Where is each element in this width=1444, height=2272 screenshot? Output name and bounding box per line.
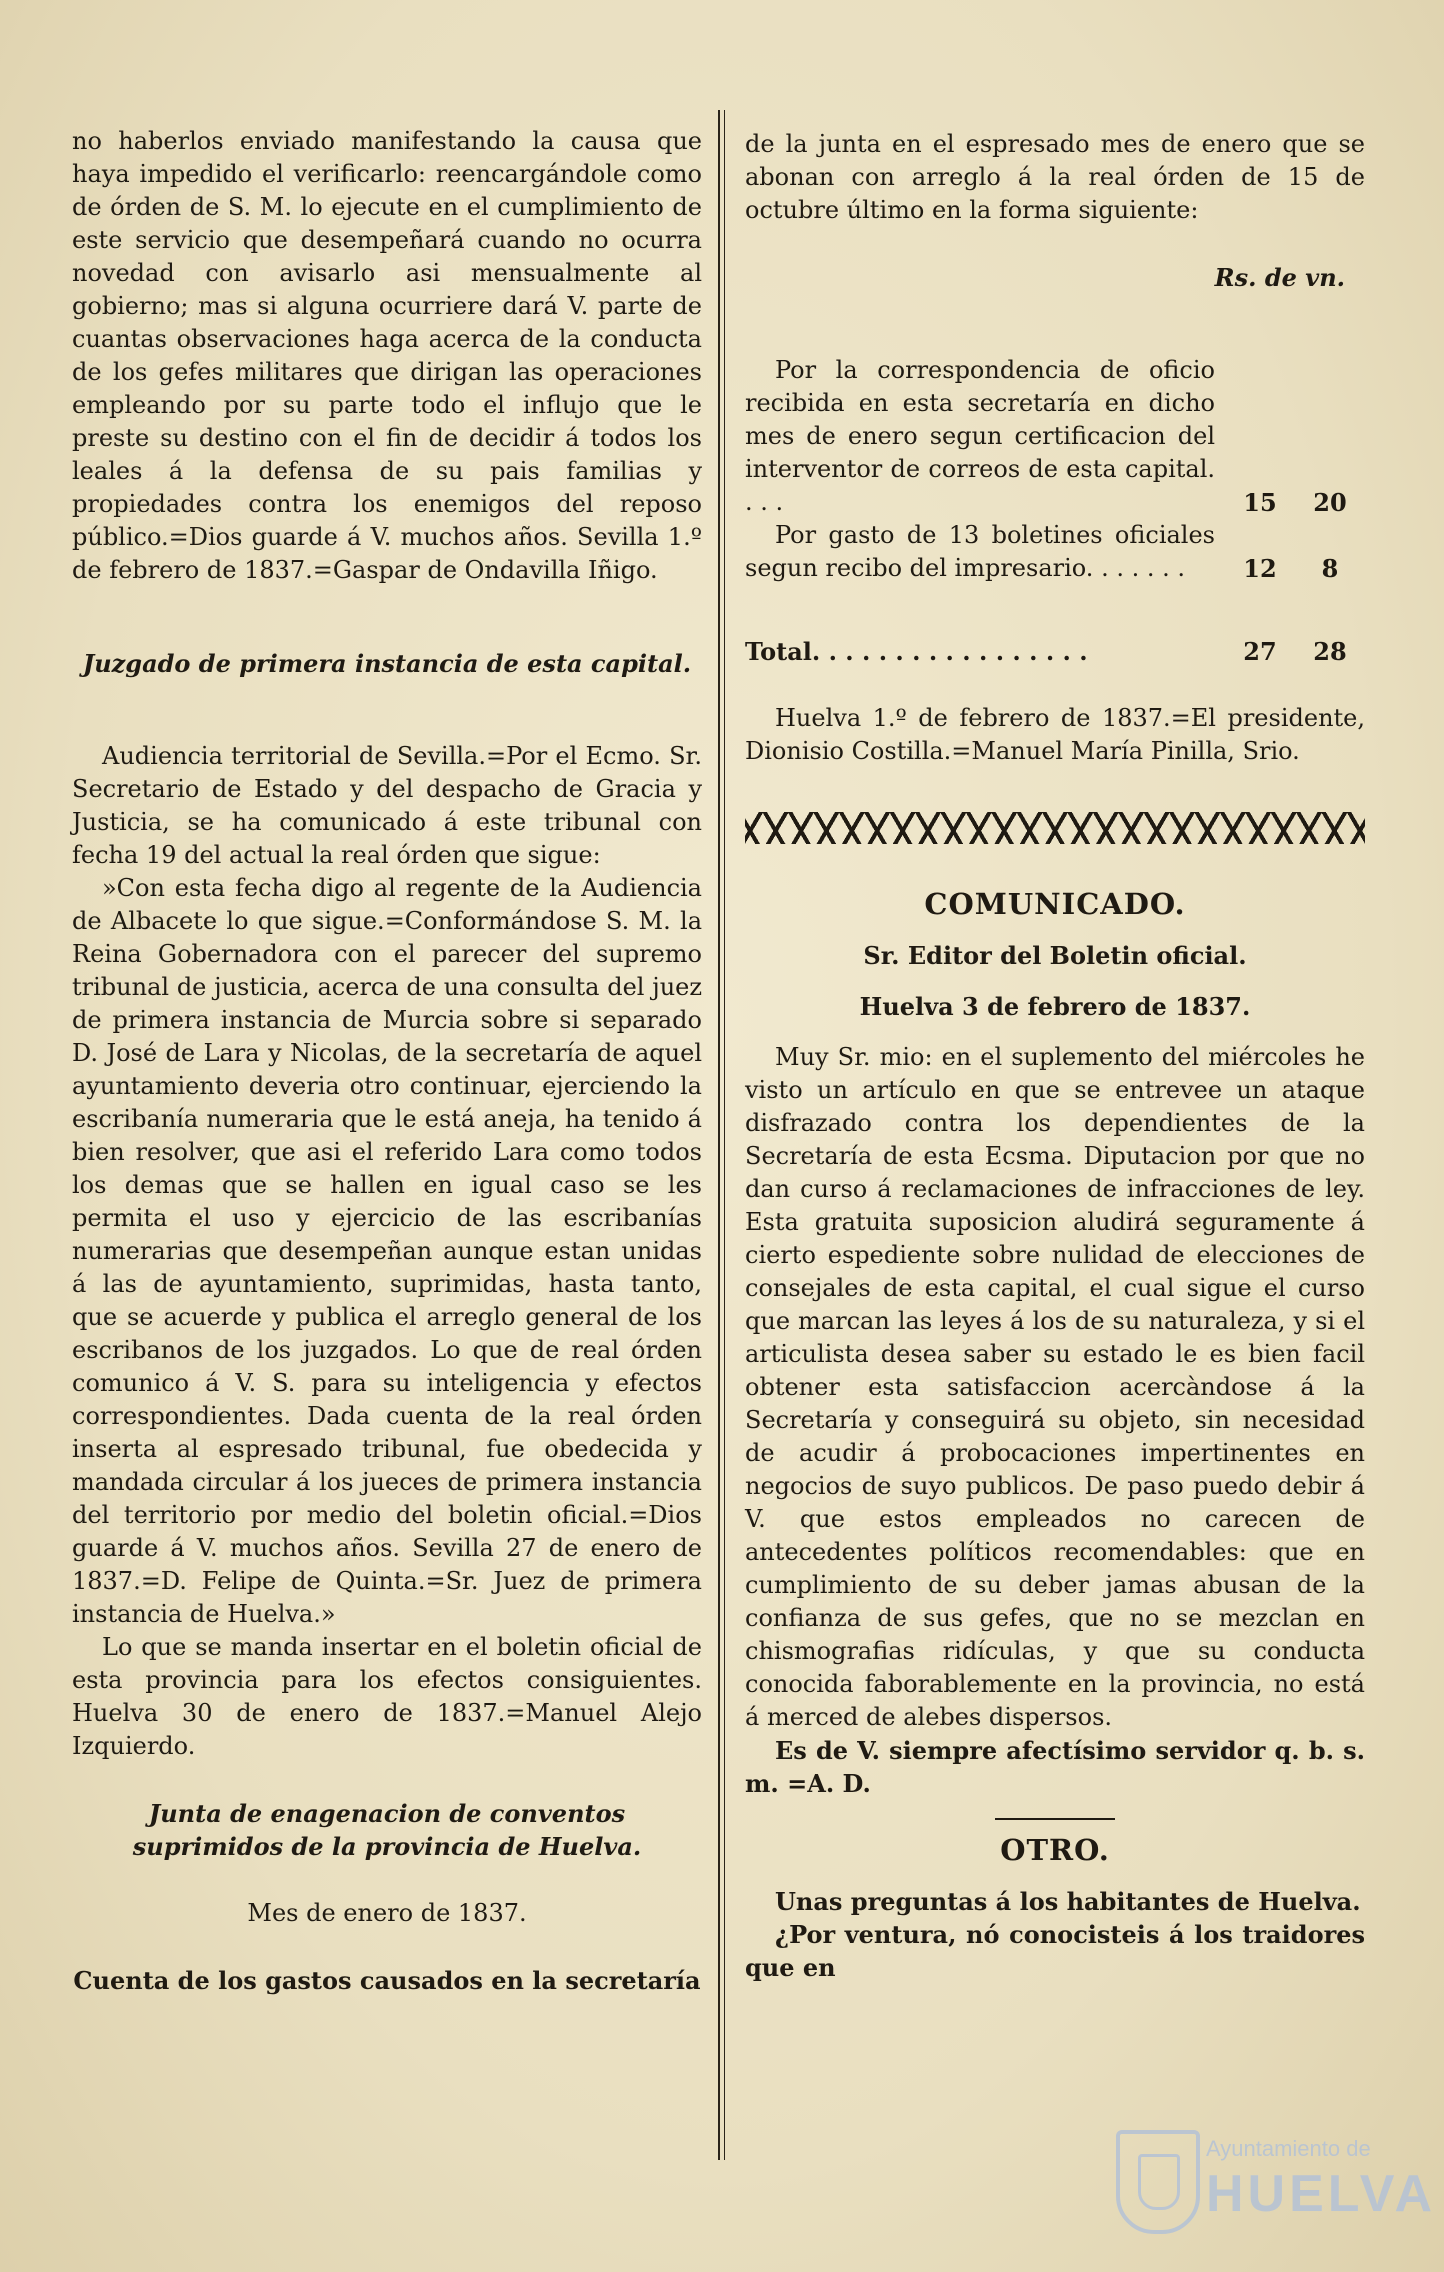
otro-title: OTRO.	[1000, 1833, 1110, 1867]
total-maravedis: 28	[1313, 637, 1347, 666]
accounts-heading: Cuenta de los gastos causados en la secretaría	[73, 1966, 701, 1995]
expenses-table	[745, 354, 1365, 668]
comunicado-title: COMUNICADO.	[924, 887, 1186, 921]
ornamental-divider	[745, 812, 1365, 844]
column-divider	[718, 110, 725, 2160]
watermark-line-1: Ayuntamiento de	[1206, 2136, 1371, 2161]
currency-header: Rs. de vn.	[1214, 263, 1345, 292]
total-label: Total. . . . . . . . . . . . . . . . .	[745, 637, 1088, 666]
expense-description: Por gasto de 13 boletines oficiales segun recibo del impresario. . . . . . .	[745, 521, 1215, 582]
month-line: Mes de enero de 1837.	[247, 1899, 527, 1927]
junta-signature: Huelva 1.º de febrero de 1837.=El presidente, Dionisio Costilla.=Manuel María Pinilla, Srio.	[745, 704, 1365, 765]
expense-description: Por la correspondencia de oficio recibida en esta secretaría en dicho mes de enero segun certificacion del interventor de correos de esta capital. . . .	[745, 356, 1215, 516]
watermark-line-2: HUELVA	[1206, 2165, 1437, 2223]
total-reales: 27	[1243, 637, 1277, 666]
archive-watermark	[1116, 2124, 1437, 2234]
right-column	[745, 128, 1365, 1984]
heading-junta: Junta de enagenacion de conventos suprimidos de la provincia de Huelva.	[132, 1799, 642, 1861]
total-row	[745, 635, 1365, 668]
paragraph-insertar: Lo que se manda insertar en el boletin oficial de esta provincia para los efectos consiguientes. Huelva 30 de enero de 1837.=Manuel Alejo Izquierdo.	[72, 1633, 702, 1760]
left-column	[72, 125, 702, 1997]
letter-closing: Es de V. siempre afectísimo servidor q. b. s. m. =A. D.	[745, 1736, 1365, 1798]
date-line: Huelva 3 de febrero de 1837.	[859, 992, 1251, 1021]
accounts-intro: de la junta en el espresado mes de enero que se abonan con arreglo á la real órden de 15 de octubre último en la forma siguiente:	[745, 130, 1365, 224]
otro-paragraph-2: ¿Por ventura, nó conocisteis á los traidores que en	[745, 1920, 1365, 1982]
expense-maravedis: 20	[1313, 488, 1347, 517]
otro-paragraph-1: Unas preguntas á los habitantes de Huelva.	[775, 1887, 1361, 1916]
table-row	[745, 354, 1365, 519]
heading-juzgado: Juzgado de primera instancia de esta capital.	[82, 649, 692, 678]
editor-line: Sr. Editor del Boletin oficial.	[863, 941, 1247, 970]
table-row	[745, 519, 1365, 585]
expense-reales: 15	[1243, 488, 1277, 517]
expense-maravedis: 8	[1321, 554, 1339, 583]
paragraph-intro: no haberlos enviado manifestando la causa que haya impedido el verificarlo: reencargándole como de órden de S. M. lo ejecute en el cumplimiento de este servicio que desempeñará cuando no ocurra novedad con avisarlo asi mensualmente al gobierno; mas si alguna ocurriere dará V. parte de cuantas observaciones haga acerca de la conducta de los gefes militares que dirigan las operaciones empleando por su parte todo el influjo que le preste su destino con el fin de decidir á todos los leales á la defensa de su pais familias y propiedades contra los enemigos del reposo público.=Dios guarde á V. muchos años. Sevilla 1.º de febrero de 1837.=Gaspar de Ondavilla Iñigo.	[72, 127, 702, 584]
shield-icon	[1116, 2130, 1200, 2234]
expense-reales: 12	[1243, 554, 1277, 583]
paragraph-real-orden: »Con esta fecha digo al regente de la Audiencia de Albacete lo que sigue.=Conformándose S. M. la Reina Gobernadora con el parecer del supremo tribunal de justicia, acerca de una consulta del juez de primera instancia de Murcia sobre si separado D. José de Lara y Nicolas, de la secretaría de aquel ayuntamiento deveria otro continuar, ejerciendo la escribanía numeraria que le está aneja, ha tenido á bien resolver, que asi el referido Lara como todos los demas que se hallen en igual caso se les permita el uso y ejercicio de las escribanías numerarias que desempeñan aunque estan unidas á las de ayuntamiento, suprimidas, hasta tanto, que se acuerde y publica el arreglo general de los escribanos de los juzgados. Lo que de real órden comunico á V. S. para su inteligencia y efectos correspondientes. Dada cuenta de la real órden inserta al espresado tribunal, fue obedecida y mandada circular á los jueces de primera instancia del territorio por medio del boletin oficial.=Dios guarde á V. muchos años. Sevilla 27 de enero de 1837.=D. Felipe de Quinta.=Sr. Juez de primera instancia de Huelva.»	[72, 874, 702, 1628]
paragraph-audiencia: Audiencia territorial de Sevilla.=Por el Ecmo. Sr. Secretario de Estado y del despacho de Gracia y Justicia, se ha comunicado á este tribunal con fecha 19 del actual la real órden que sigue:	[72, 742, 702, 869]
short-divider	[995, 1818, 1115, 1820]
comunicado-letter: Muy Sr. mio: en el suplemento del miércoles he visto un artículo en que se entrevee un ataque disfrazado contra los dependientes de la Secretaría de esta Ecsma. Diputacion por que no dan curso á reclamaciones de infracciones de ley. Esta gratuita suposicion aludirá seguramente á cierto espediente sobre nulidad de elecciones de consejales de esta capital, el cual sigue el curso que marcan las leyes á los de su naturaleza, y si el articulista desea saber su estado le es bien facil obtener esta satisfaccion acercàndose á la Secretaría y conseguirá su objeto, sin necesidad de acudir á probocaciones impertinentes en negocios de suyo publicos. De paso puedo debir á V. que estos empleados no carecen de antecedentes políticos recomendables: que en cumplimiento de su deber jamas abusan de la confianza de sus gefes, que no se mezclan en chismografias ridículas, y que su conducta conocida faborablemente en la provincia, no está á merced de alebes dispersos.	[745, 1043, 1365, 1731]
